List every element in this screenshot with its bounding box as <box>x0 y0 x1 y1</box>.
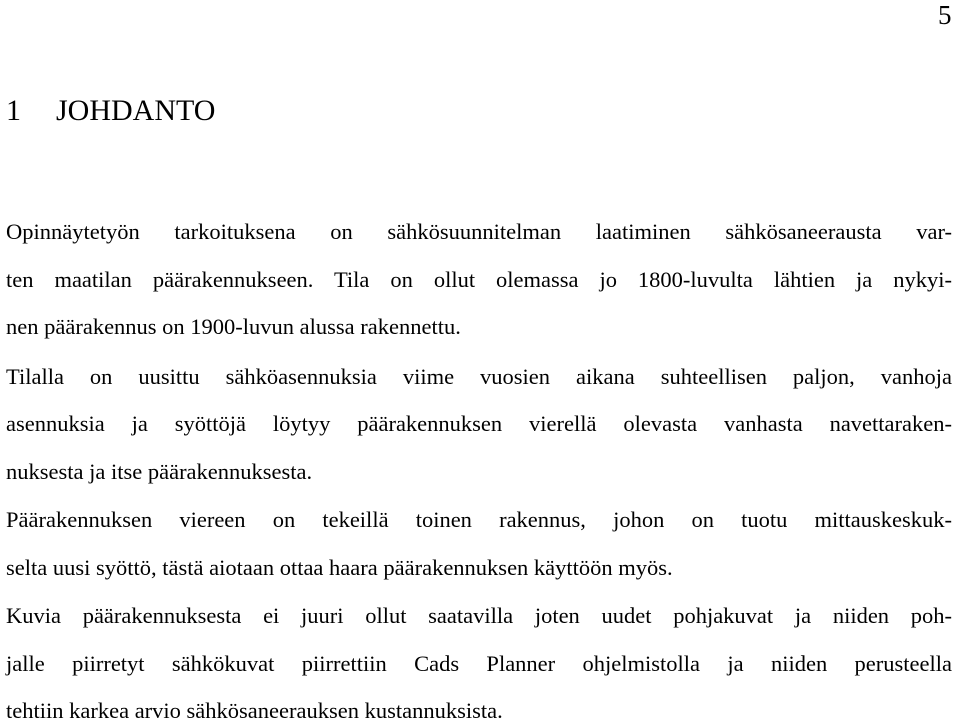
body-line-10: jalle piirretyt sähkökuvat piirrettiin Cads Planner ohjelmistolla ja niiden perusteella <box>6 651 952 676</box>
body-line-1: Opinnäytetyön tarkoituksena on sähkösuunnitelman laatiminen sähkösaneerausta var- <box>6 219 952 244</box>
body-line-5: asennuksia ja syöttöjä löytyy päärakennuksen vierellä olevasta vanhasta navettaraken- <box>6 411 952 436</box>
body-line-6: nuksesta ja itse päärakennuksesta. <box>6 459 313 484</box>
body-line-8: selta uusi syöttö, tästä aiotaan ottaa haara päärakennuksen käyttöön myös. <box>6 555 673 580</box>
body-line-4: Tilalla on uusittu sähköasennuksia viime vuosien aikana suhteellisen paljon, vanhoja <box>6 364 952 389</box>
section-title: JOHDANTO <box>56 94 216 127</box>
body-line-2: ten maatilan päärakennukseen. Tila on ollut olemassa jo 1800-luvulta lähtien ja nykyi- <box>6 267 952 292</box>
section-heading <box>6 93 215 129</box>
page-number: 5 <box>938 0 952 30</box>
section-number: 1 <box>6 94 21 127</box>
body-line-9: Kuvia päärakennuksesta ei juuri ollut saatavilla joten uudet pohjakuvat ja niiden poh- <box>6 603 952 628</box>
body-line-3: nen päärakennus on 1900-luvun alussa rakennettu. <box>6 314 461 339</box>
body-line-7: Päärakennuksen viereen on tekeillä toinen rakennus, johon on tuotu mittauskeskuk- <box>6 507 952 532</box>
body-line-11: tehtiin karkea arvio sähkösaneerauksen kustannuksista. <box>6 698 503 723</box>
